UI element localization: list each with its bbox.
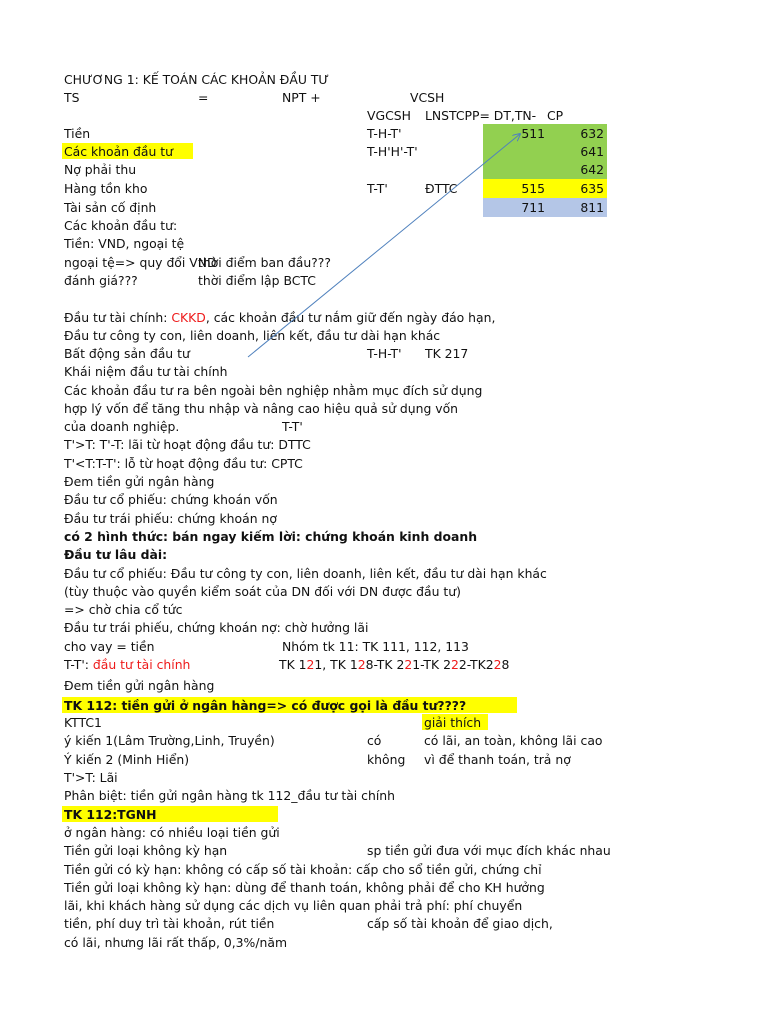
text-line: TK 217 bbox=[425, 346, 469, 361]
text-line: T'<T:T-T': lỗ từ hoạt động đầu tư: CPTC bbox=[64, 456, 303, 471]
account-641: 641 bbox=[580, 144, 604, 159]
text-span: 1, TK 1 bbox=[314, 657, 358, 672]
account-711: 711 bbox=[521, 200, 545, 215]
text-line: ý kiến 1(Lâm Trường,Linh, Truyền) bbox=[64, 733, 275, 748]
asset-formula: T-T' bbox=[367, 181, 388, 196]
text-line: không bbox=[367, 752, 406, 767]
text-line: T-H-T' bbox=[367, 346, 402, 361]
cp-label: CP bbox=[547, 108, 564, 123]
red-digit: 2 bbox=[357, 657, 366, 672]
text-line-bold: có 2 hình thức: bán ngay kiếm lời: chứng khoán kinh doanh bbox=[64, 529, 478, 544]
asset-formula: T-H'H'-T' bbox=[367, 144, 418, 159]
account-642: 642 bbox=[580, 162, 604, 177]
asset-name: Các khoản đầu tư bbox=[64, 144, 173, 159]
text-span: TK 1 bbox=[279, 657, 307, 672]
red-text-dttc: đầu tư tài chính bbox=[92, 657, 191, 672]
text-line: của doanh nghiệp. bbox=[64, 419, 180, 434]
text-line: Các khoản đầu tư ra bên ngoài bên nghiệp nhằm mục đích sử dụng bbox=[64, 383, 483, 398]
text-line: Đầu tư cổ phiếu: Đầu tư công ty con, liên doanh, liên kết, đầu tư dài hạn khác bbox=[64, 566, 547, 581]
text-line: vì để thanh toán, trả nợ bbox=[424, 752, 571, 767]
text-line: Bất động sản đầu tư bbox=[64, 346, 190, 361]
text-line: lãi, khi khách hàng sử dụng các dịch vụ liên quan phải trả phí: phí chuyển bbox=[64, 898, 523, 913]
text-span: , các khoản đầu tư nắm giữ đến ngày đáo hạn, bbox=[205, 310, 496, 325]
red-digit: 2 bbox=[306, 657, 315, 672]
text-line: có bbox=[367, 733, 382, 748]
page-title: CHƯƠNG 1: KẾ TOÁN CÁC KHOẢN ĐẦU TƯ bbox=[64, 72, 330, 87]
text-span: 1-TK 2 bbox=[412, 657, 451, 672]
text-span: Đầu tư tài chính: bbox=[64, 310, 172, 325]
red-text-ckkd: CKKD bbox=[171, 310, 206, 325]
ts-label: TS bbox=[64, 90, 80, 105]
text-line: cho vay = tiền bbox=[64, 639, 155, 654]
equals-sign: = bbox=[198, 90, 209, 105]
text-line: có lãi, an toàn, không lãi cao bbox=[424, 733, 603, 748]
account-811: 811 bbox=[580, 200, 604, 215]
account-511: 511 bbox=[521, 126, 545, 141]
text-line: thời điểm lập BCTC bbox=[198, 273, 316, 288]
lnstcpp-label: LNSTCPP= DT,TN- bbox=[425, 108, 537, 123]
text-line: (tùy thuộc vào quyền kiểm soát của DN đối với DN được đầu tư) bbox=[64, 584, 461, 599]
text-line-bold: TK 112: tiền gửi ở ngân hàng=> có được gọi là đầu tư???? bbox=[64, 698, 467, 713]
npt-label: NPT + bbox=[282, 90, 321, 105]
text-line: Phân biệt: tiền gửi ngân hàng tk 112_đầu tư tài chính bbox=[64, 788, 395, 803]
text-line: Tiền gửi loại không kỳ hạn: dùng để thanh toán, không phải để cho KH hưởng bbox=[64, 880, 545, 895]
text-line: T'>T: Lãi bbox=[64, 770, 118, 785]
text-line: Ý kiến 2 (Minh Hiển) bbox=[64, 752, 190, 767]
text-line: Tiền: VND, ngoại tệ bbox=[64, 236, 185, 251]
text-line: ngoại tệ=> quy đổi VND bbox=[64, 255, 217, 270]
red-digit: 2 bbox=[450, 657, 459, 672]
text-line: tiền, phí duy trì tài khoản, rút tiền bbox=[64, 916, 275, 931]
vcsh-label: VCSH bbox=[410, 90, 445, 105]
text-line: => chờ chia cổ tức bbox=[64, 602, 183, 617]
text-line: T-T' bbox=[282, 419, 303, 434]
text-line: sp tiền gửi đưa với mục đích khác nhau bbox=[367, 843, 611, 858]
account-635: 635 bbox=[580, 181, 604, 196]
text-span: 8-TK 2 bbox=[365, 657, 405, 672]
text-span: 8 bbox=[501, 657, 510, 672]
text-span: T-T': bbox=[64, 657, 93, 672]
red-digit: 2 bbox=[493, 657, 502, 672]
asset-formula: T-H-T' bbox=[367, 126, 402, 141]
text-line: cấp số tài khoản để giao dịch, bbox=[367, 916, 553, 931]
text-line: Đầu tư công ty con, liên doanh, liên kết, đầu tư dài hạn khác bbox=[64, 328, 441, 343]
account-632: 632 bbox=[580, 126, 604, 141]
asset-name: Hàng tồn kho bbox=[64, 181, 148, 196]
text-line: Tiền gửi loại không kỳ hạn bbox=[64, 843, 228, 858]
arrow-line bbox=[248, 134, 520, 357]
text-line: đánh giá??? bbox=[64, 273, 138, 288]
text-line: Đầu tư trái phiếu: chứng khoán nợ bbox=[64, 511, 277, 526]
text-line: Khái niệm đầu tư tài chính bbox=[64, 364, 228, 379]
text-line: Đầu tư cổ phiếu: chứng khoán vốn bbox=[64, 492, 278, 507]
vgcsh-label: VGCSH bbox=[367, 108, 411, 123]
text-line: T'>T: T'-T: lãi từ hoạt động đầu tư: DTTC bbox=[64, 437, 311, 452]
account-515: 515 bbox=[521, 181, 545, 196]
text-line: thời điểm ban đầu??? bbox=[198, 255, 331, 270]
asset-name: Tiền bbox=[64, 126, 91, 141]
asset-name: Tài sản cố định bbox=[64, 200, 157, 215]
asset-name: Nợ phải thu bbox=[64, 162, 137, 177]
text-span: 2-TK2 bbox=[458, 657, 494, 672]
text-line: Đầu tư trái phiếu, chứng khoán nợ: chờ hưởng lãi bbox=[64, 620, 369, 635]
text-line: Nhóm tk 11: TK 111, 112, 113 bbox=[282, 639, 469, 654]
text-line: KTTC1 bbox=[64, 715, 102, 730]
text-line-bold: Đầu tư lâu dài: bbox=[64, 547, 168, 562]
text-line: Các khoản đầu tư: bbox=[64, 218, 178, 233]
text-line: Tiền gửi có kỳ hạn: không có cấp số tài khoản: cấp cho sổ tiền gửi, chứng chỉ bbox=[64, 862, 542, 877]
text-line: Đem tiền gửi ngân hàng bbox=[64, 474, 215, 489]
text-line: Đem tiền gửi ngân hàng bbox=[64, 678, 215, 693]
text-line: có lãi, nhưng lãi rất thấp, 0,3%/năm bbox=[64, 935, 288, 950]
text-line-bold: TK 112:TGNH bbox=[64, 807, 157, 822]
red-digit: 2 bbox=[404, 657, 413, 672]
text-line: hợp lý vốn để tăng thu nhập và nâng cao hiệu quả sử dụng vốn bbox=[64, 401, 459, 416]
asset-extra: ĐTTC bbox=[425, 181, 458, 196]
text-line: giải thích bbox=[424, 715, 482, 730]
text-line: ở ngân hàng: có nhiều loại tiền gửi bbox=[64, 825, 280, 840]
